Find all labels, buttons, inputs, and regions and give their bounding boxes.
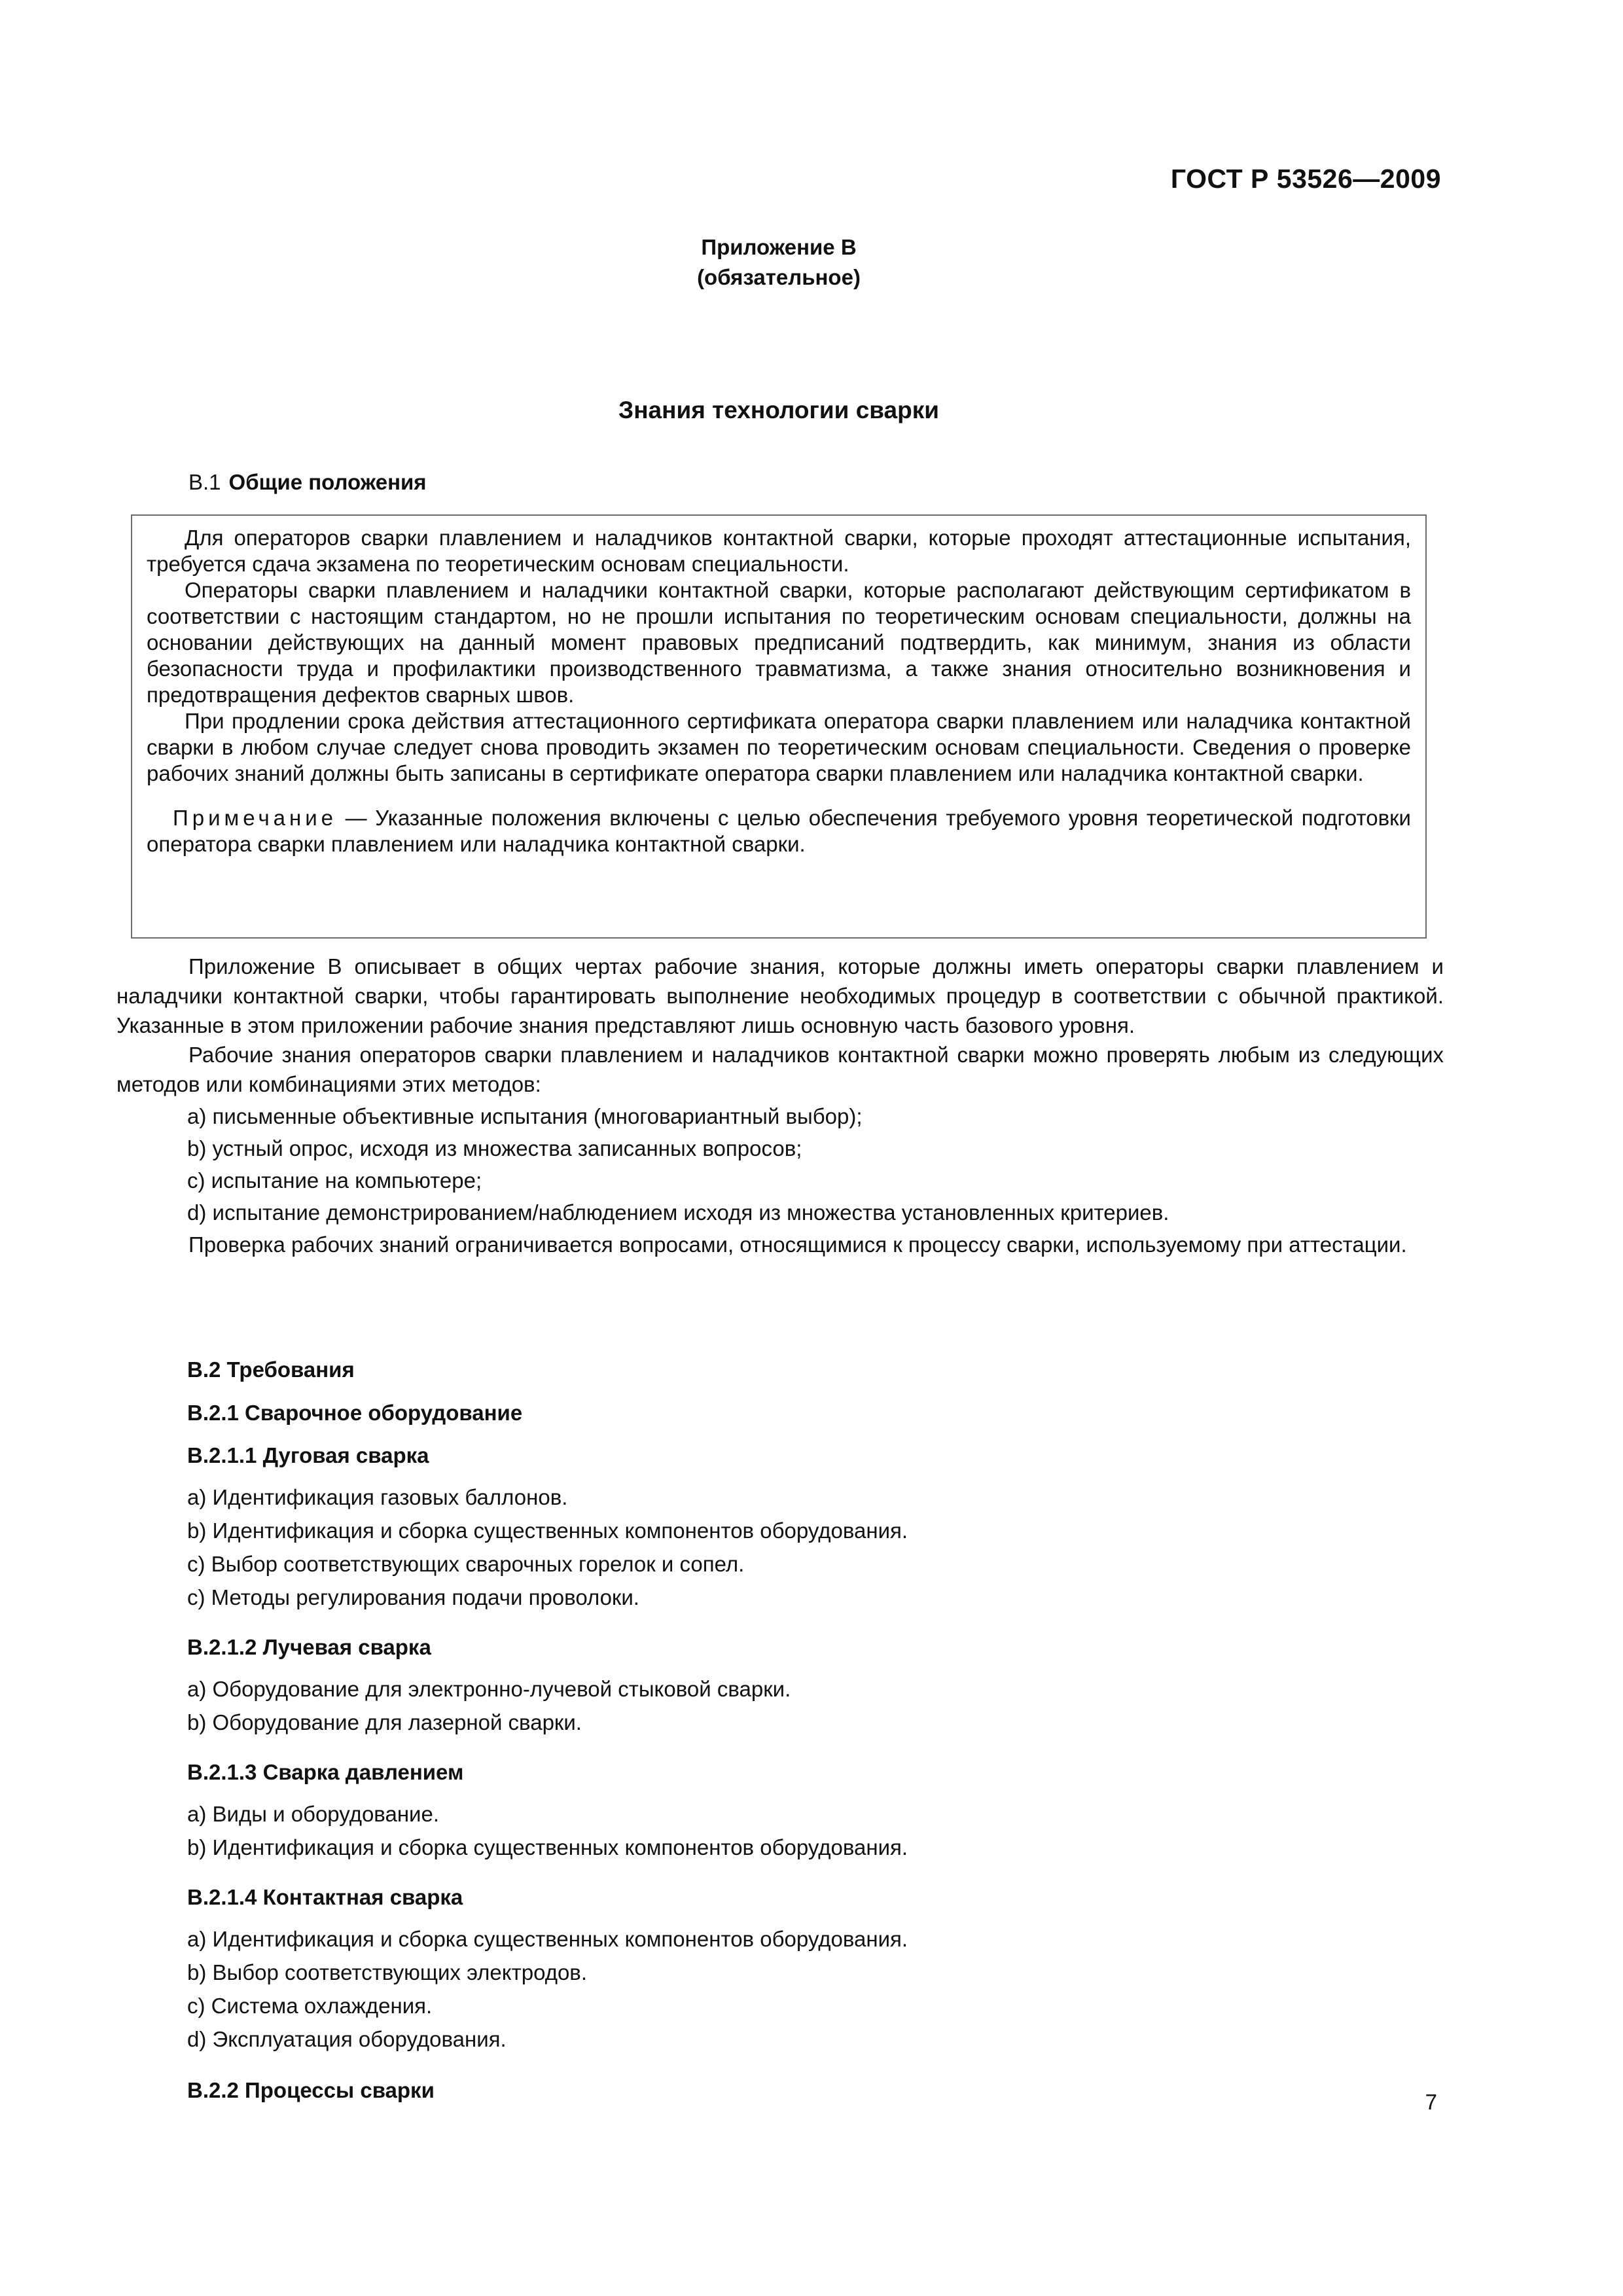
section-b21-heading: В.2.1 Сварочное оборудование (187, 1401, 523, 1425)
body-paragraph-1: Приложение В описывает в общих чертах рабочие знания, которые должны иметь операторы сварки плавлением и наладчики контактной сварки, чтобы гарантировать выполнение необходимых процедур в соответствии с обычной практикой. Указанные в этом приложении рабочие знания представляют лишь основную часть базового уровня. (116, 954, 1444, 1037)
list-item: b) Выбор соответствующих электродов. (187, 1960, 587, 1984)
appendix-title: Приложение В (701, 235, 857, 259)
section-b1-label: Общие положения (228, 470, 427, 494)
body-text (116, 952, 1444, 1259)
list-item: a) Идентификация и сборка существенных компонентов оборудования. (187, 1927, 908, 1951)
method-item: b) устный опрос, исходя из множества записанных вопросов; (187, 1136, 802, 1160)
method-item: c) испытание на компьютере; (187, 1168, 482, 1193)
section-b212-heading: В.2.1.2 Лучевая сварка (187, 1635, 431, 1659)
standard-number: ГОСТ Р 53526—2009 (1170, 164, 1441, 194)
note-text: — Указанные положения включены с целью обеспечения требуемого уровня теоретической подготовки оператора сварки плавлением или наладчика контактной сварки. (147, 806, 1411, 856)
list-item: c) Методы регулирования подачи проволоки. (187, 1585, 639, 1609)
method-item: d) испытание демонстрированием/наблюдением исходя из множества установленных критериев. (187, 1200, 1169, 1225)
list-item: b) Оборудование для лазерной сварки. (187, 1710, 582, 1734)
list-item: c) Выбор соответствующих сварочных горелок и сопел. (187, 1552, 745, 1576)
section-b1-heading (188, 470, 427, 495)
list-item: d) Эксплуатация оборудования. (187, 2027, 507, 2051)
boxed-paragraph-2: Операторы сварки плавлением и наладчики контактной сварки, которые располагают действующим сертификатом в соответствии с настоящим стандартом, но не прошли испытания по теоретическим основам специальности, должны на основании действующих на данный момент правовых предписаний подтвердить, как минимум, знания из области безопасности труда и профилактики производственного травматизма, а также знания относительно возникновения и предотвращения дефектов сварных швов. (147, 578, 1411, 707)
list-item: a) Виды и оборудование. (187, 1802, 439, 1826)
section-b21 (187, 1398, 1431, 1427)
section-b2-heading: В.2 Требования (187, 1357, 355, 1382)
list-item: c) Система охлаждения. (187, 1994, 433, 2018)
page-number: 7 (1425, 2090, 1437, 2114)
section-b22 (187, 2075, 1431, 2105)
list-item: b) Идентификация и сборка существенных компонентов оборудования. (187, 1518, 908, 1543)
section-b2 (187, 1355, 1431, 1384)
section-b211 (187, 1441, 1431, 1614)
method-item: a) письменные объективные испытания (многовариантный выбор); (187, 1104, 863, 1128)
note-label: Примечание (173, 806, 338, 830)
boxed-general-provisions (131, 514, 1427, 939)
list-item: a) Идентификация газовых баллонов. (187, 1485, 568, 1509)
section-b214-heading: В.2.1.4 Контактная сварка (187, 1885, 463, 1909)
section-b212 (187, 1632, 1431, 1739)
section-b213-heading: В.2.1.3 Сварка давлением (187, 1760, 464, 1784)
boxed-paragraph-1: Для операторов сварки плавлением и наладчиков контактной сварки, которые проходят аттестационные испытания, требуется сдача экзамена по теоретическим основам специальности. (147, 526, 1411, 576)
section-b214 (187, 1882, 1431, 2056)
body-paragraph-3: Проверка рабочих знаний ограничивается вопросами, относящимися к процессу сварки, используемому при аттестации. (188, 1232, 1407, 1257)
section-b211-heading: В.2.1.1 Дуговая сварка (187, 1443, 429, 1467)
page-title: Знания технологии сварки (618, 397, 939, 423)
appendix-status: (обязательное) (697, 265, 861, 289)
list-item: b) Идентификация и сборка существенных компонентов оборудования. (187, 1835, 908, 1859)
list-item: a) Оборудование для электронно-лучевой стыковой сварки. (187, 1677, 791, 1701)
boxed-paragraph-3: При продлении срока действия аттестационного сертификата оператора сварки плавлением или наладчика контактной сварки в любом случае следует снова проводить экзамен по теоретическим основам специальности. Сведения о проверке рабочих знаний должны быть записаны в сертификате оператора сварки плавлением или наладчика контактной сварки. (147, 709, 1411, 785)
boxed-note (147, 805, 1411, 857)
section-b1-number: В.1 (188, 470, 221, 494)
section-b213 (187, 1757, 1431, 1864)
body-paragraph-2: Рабочие знания операторов сварки плавлением и наладчиков контактной сварки можно проверять любым из следующих методов или комбинациями этих методов: (116, 1043, 1444, 1096)
section-b22-heading: В.2.2 Процессы сварки (187, 2078, 435, 2102)
appendix-label (0, 232, 1558, 293)
